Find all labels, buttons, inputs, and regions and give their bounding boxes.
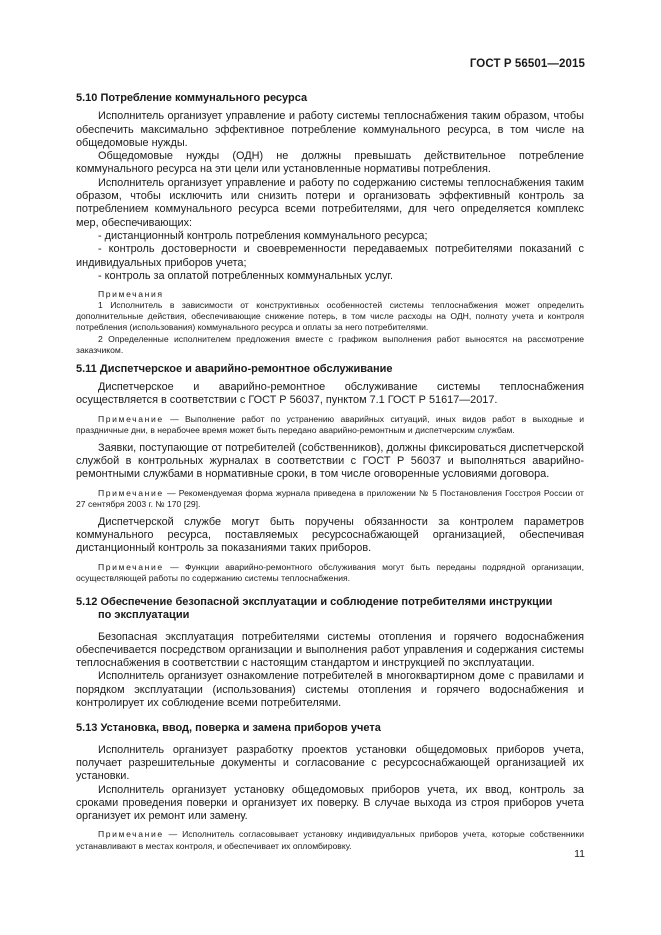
note-text: 2 Определенные исполнителем предложения вместе с графиком выполнения работ выносятся на рассмотрение заказчиком. bbox=[76, 333, 584, 355]
notes-label: Примечания bbox=[98, 289, 164, 300]
section-title-line: по эксплуатации bbox=[98, 609, 190, 622]
note-label: Примечание bbox=[98, 561, 164, 572]
note-text: 1 Исполнитель в зависимости от конструктивных особенностей системы теплоснабжения может определить дополнительные действия, обеспечивающие снижение потерь, в том числе расходы на ОДН, полноту учета и контроля потребления (использования) коммунального ресурса и оплаты за него потребителями. bbox=[76, 300, 584, 333]
list-item: - контроль достоверности и своевременности передаваемых потребителями показаний с индивидуальных приборов учета; bbox=[76, 243, 584, 269]
note-block bbox=[76, 414, 584, 436]
section-title: 5.13 Установка, ввод, поверка и замена приборов учета bbox=[76, 722, 381, 735]
notes-block bbox=[76, 289, 584, 356]
note-label: Примечание bbox=[98, 413, 164, 424]
note-block bbox=[76, 829, 584, 851]
paragraph: Исполнитель организует управление и работу системы теплоснабжения таким образом, чтобы обеспечить максимально эффективное потребление коммунального ресурса, в том числе на общедомовые нужды. bbox=[76, 110, 584, 149]
page-number: 11 bbox=[574, 848, 585, 860]
note-label: Примечание bbox=[98, 829, 164, 840]
section-title: 5.10 Потребление коммунального ресурса bbox=[76, 92, 308, 104]
paragraph: Исполнитель организует разработку проектов установки общедомовых приборов учета, получает разрешительные документы и согласование с ресурсоснабжающей организацией их установки. bbox=[76, 743, 584, 783]
paragraph: Безопасная эксплуатация потребителями системы отопления и горячего водоснабжения обеспечивается посредством организации и выполнения работ управления и содержания системы теплоснабжения в соответствии с настоящим стандартом и инструкцией по эксплуатации. bbox=[76, 630, 584, 670]
note-label: Примечание bbox=[98, 487, 164, 498]
section-5-11 bbox=[76, 363, 584, 584]
paragraph: Исполнитель организует установку общедомовых приборов учета, их ввод, контроль за сроками проведения поверки и организует их поверку. В случае выхода из строя приборов учета организует их ремонт или замену. bbox=[76, 783, 584, 823]
section-5-10 bbox=[76, 92, 584, 356]
paragraph: Исполнитель организует ознакомление потребителей в многоквартирном доме с правилами и порядком эксплуатации (использования) системы отопления и горячего водоснабжения и контролирует их соблюдение всеми потребителями. bbox=[76, 670, 584, 710]
paragraph: Общедомовые нужды (ОДН) не должны превышать действительное потребление коммунального ресурса на эти цели или установленные нормативы потребления. bbox=[76, 150, 584, 176]
list-item: - дистанционный контроль потребления коммунального ресурса; bbox=[98, 229, 428, 242]
standard-code: ГОСТ Р 56501—2015 bbox=[469, 58, 585, 70]
note-text: — Рекомендуемая форма журнала приведена в приложении № 5 Постановления Госстроя России от 27 сентября 2003 г. № 170 [29]. bbox=[76, 487, 584, 509]
list-item: - контроль за оплатой потребленных коммунальных услуг. bbox=[98, 269, 394, 282]
note-block bbox=[76, 488, 584, 510]
section-5-12 bbox=[76, 596, 584, 710]
note-block bbox=[76, 562, 584, 584]
paragraph: Диспетчерской службе могут быть поручены обязанности за контролем параметров коммунального ресурса, поставляемых ресурсоснабжающей организацией, обеспечивая дистанционный контроль за показаниями таких приборов. bbox=[76, 515, 584, 555]
document-body bbox=[76, 92, 584, 852]
paragraph: Исполнитель организует управление и работу по содержанию системы теплоснабжения таким образом, чтобы исключить или снизить потери и организовать эффективный контроль за потреблением коммунального ресурса всеми потребителями, для чего определяется комплекс мер, обеспечивающих: bbox=[76, 176, 584, 229]
section-5-13 bbox=[76, 722, 584, 851]
section-title: 5.11 Диспетчерское и аварийно-ремонтное обслуживание bbox=[76, 362, 393, 375]
section-title bbox=[76, 596, 584, 623]
paragraph: Диспетчерское и аварийно-ремонтное обслуживание системы теплоснабжения осуществляется в соответствии с ГОСТ Р 56037, пунктом 7.1 ГОСТ Р 51617—2017. bbox=[76, 381, 584, 407]
paragraph: Заявки, поступающие от потребителей (собственников), должны фиксироваться диспетчерской службой в контрольных журналах в соответствии с ГОСТ Р 56037 и выполняться аварийно-ремонтными службами в нормативные сроки, в том числе оговоренные условиями договора. bbox=[76, 441, 584, 481]
note-text: — Исполнитель согласовывает установку индивидуальных приборов учета, которые собственники устанавливают в местах контроля, и обеспечивает их опломбировку. bbox=[76, 829, 584, 851]
note-text: — Выполнение работ по устранению аварийных ситуаций, иных видов работ в выходные и праздничные дни, в нерабочее время может быть передано аварийно-ремонтным и диспетчерским службам. bbox=[76, 413, 584, 435]
section-title-line: 5.12 Обеспечение безопасной эксплуатации и соблюдение потребителями инструкции bbox=[76, 595, 553, 608]
note-text: — Функции аварийно-ремонтного обслуживания могут быть переданы подрядной организации, осуществляющей работы по содержанию системы теплоснабжения. bbox=[76, 561, 584, 583]
